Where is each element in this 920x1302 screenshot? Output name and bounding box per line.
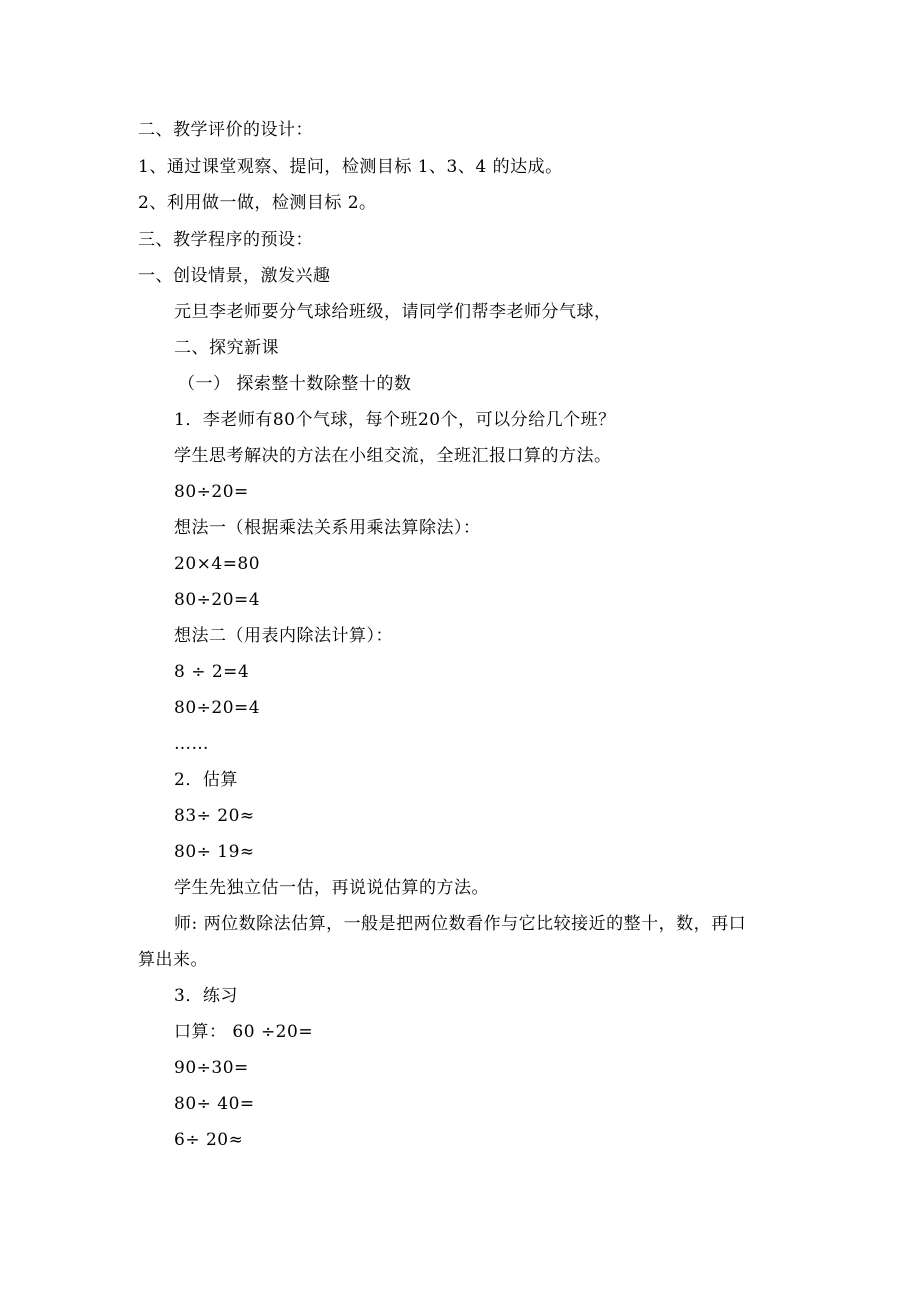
evaluation-item-1: 1、通过课堂观察、提问，检测目标 1、3、4 的达成。 (138, 157, 563, 177)
estimation-heading: 2．估算 (174, 770, 238, 790)
equation-line: 8 ÷ 2=4 (174, 662, 250, 682)
equation-line: 80÷ 40= (174, 1094, 255, 1114)
teacher-note-continuation: 算出来。 (138, 950, 208, 970)
equation-line: 80÷20=4 (174, 698, 261, 718)
step-heading-scenario: 一、创设情景，激发兴趣 (138, 266, 331, 286)
equation-line: 90÷30= (174, 1058, 249, 1078)
section-heading-evaluation: 二、教学评价的设计： (138, 120, 313, 140)
oral-calculation-line: 口算： 60 ÷20= (174, 1022, 314, 1042)
equation-line: 6÷ 20≈ (174, 1130, 244, 1150)
method-2-heading: 想法二（用表内除法计算）： (174, 626, 393, 646)
estimation-instruction-text: 学生先独立估一估，再说说估算的方法。 (174, 878, 489, 898)
equation-line: 80÷20= (174, 482, 249, 502)
evaluation-item-2: 2、利用做一做，检测目标 2。 (138, 193, 377, 213)
practice-heading: 3．练习 (174, 986, 238, 1006)
problem-1-text: 1．李老师有80个气球，每个班20个，可以分给几个班？ (174, 410, 616, 430)
equation-line: 20×4=80 (174, 554, 261, 574)
ellipsis-text: …… (174, 734, 209, 754)
equation-line: 83÷ 20≈ (174, 806, 255, 826)
equation-line: 80÷ 19≈ (174, 842, 255, 862)
step-heading-explore: 二、探究新课 (174, 338, 279, 358)
subsection-heading: （一） 探索整十数除整十的数 (178, 374, 412, 394)
student-discussion-text: 学生思考解决的方法在小组交流，全班汇报口算的方法。 (174, 446, 612, 466)
method-1-heading: 想法一（根据乘法关系用乘法算除法）： (174, 518, 481, 538)
equation-line: 80÷20=4 (174, 590, 261, 610)
teacher-note-text: 师: 两位数除法估算，一般是把两位数看作与它比较接近的整十，数，再口 (174, 914, 747, 934)
section-heading-procedure: 三、教学程序的预设： (138, 230, 313, 250)
scenario-text: 元旦李老师要分气球给班级，请同学们帮李老师分气球， (174, 302, 612, 322)
